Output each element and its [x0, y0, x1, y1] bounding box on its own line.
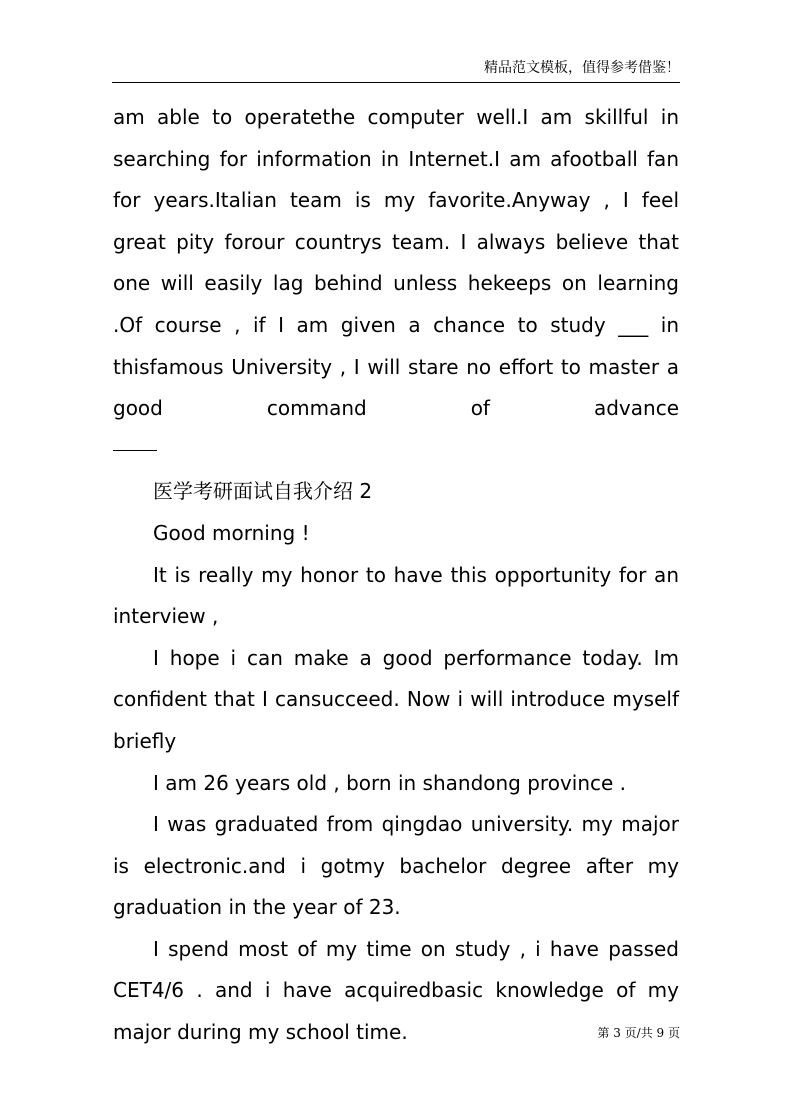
paragraph-performance: I hope i can make a good performance today. Im confident that I cansucceed. Now i will introduce myself briefly — [113, 645, 679, 753]
paragraph-age: I am 26 years old , born in shandong province . — [153, 770, 627, 795]
section-title: 医学考研面试自我介绍 2 — [153, 479, 373, 504]
greeting-paragraph: Good morning ! — [153, 520, 310, 545]
paragraph-honor: It is really my honor to have this opportunity for an interview , — [113, 562, 679, 629]
document-body — [113, 97, 679, 1054]
page-number: 第 3 页/共 9 页 — [597, 1026, 680, 1040]
paragraph-education: I was graduated from qingdao university. my major is electronic.and i gotmy bachelor degree after my graduation in the year of 23. — [113, 812, 679, 920]
paragraph-continued: am able to operatethe computer well.I am skillful in searching for information in Internet.I am afootball fan for years.Italian team is my favorite.Anyway , I feel great pity forour countrys team. I always believe that one will easily lag behind unless hekeeps on learning .Of course , if I am given a chance to study ___ in thisfamous University , I will stare no effort to master a good command of advance — [113, 105, 679, 421]
paragraph-study: I spend most of my time on study , i have passed CET4/6 . and i have acquiredbasic knowledge of my major during my school time. — [113, 936, 679, 1045]
page-header: 精品范文模板，值得参考借鉴！ — [112, 58, 680, 83]
fill-in-blank-line — [113, 430, 679, 472]
